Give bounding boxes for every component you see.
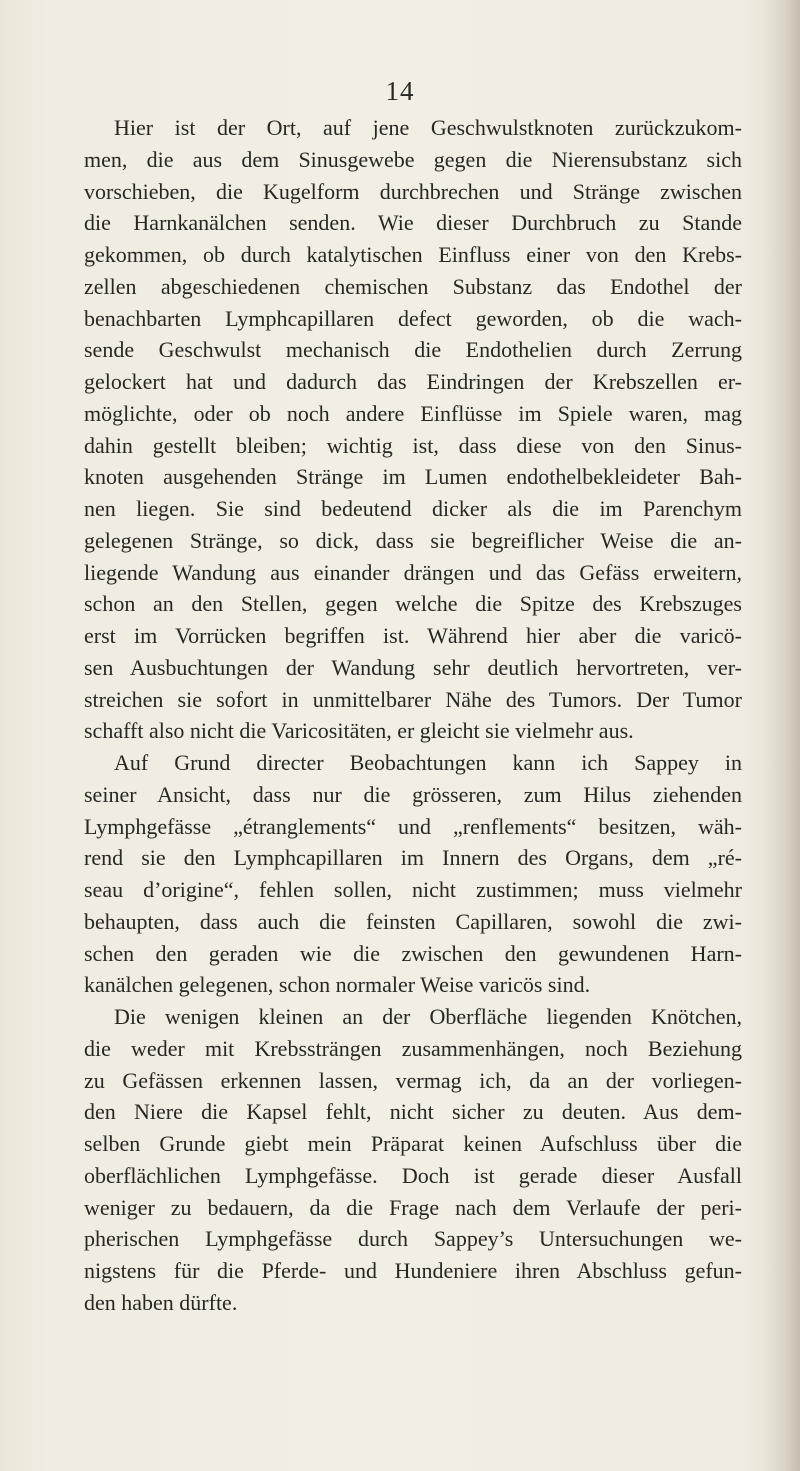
text-line: liegende Wandung aus einander drängen und das Gefäss erweitern, — [84, 559, 742, 585]
text-line: weniger zu bedauern, da die Frage nach dem Verlaufe der peri- — [84, 1194, 742, 1220]
text-line: pherischen Lymphgefässe durch Sappey’s Untersuchungen we- — [84, 1226, 742, 1252]
page-number: 14 — [385, 76, 415, 106]
text-line: die weder mit Krebssträngen zusammenhängen, noch Beziehung — [84, 1035, 742, 1061]
text-line: gelockert hat und dadurch das Eindringen der Krebszellen er- — [84, 369, 742, 394]
text-line: gelegenen Stränge, so dick, dass sie begreiflicher Weise die an- — [84, 527, 742, 553]
text-line: dahin gestellt bleiben; wichtig ist, dass diese von den Sinus- — [84, 432, 742, 458]
text-line: seiner Ansicht, dass nur die grösseren, zum Hilus ziehenden — [84, 781, 742, 807]
text-line: erst im Vorrücken begriffen ist. Während hier aber die varicö- — [84, 623, 742, 648]
text-line: nigstens für die Pferde- und Hundeniere ihren Abschluss gefun- — [84, 1258, 742, 1283]
text-line: die Harnkanälchen senden. Wie dieser Durchbruch zu Stande — [84, 210, 742, 236]
text-line: gekommen, ob durch katalytischen Einfluss einer von den Krebs- — [84, 242, 742, 267]
text-line: kanälchen gelegenen, schon normaler Weise varicös sind. — [84, 972, 591, 998]
text-line: sen Ausbuchtungen der Wandung sehr deutlich hervortreten, ver- — [84, 654, 742, 680]
text-line: zellen abgeschiedenen chemischen Substanz das Endothel der — [84, 273, 742, 299]
text-line: schafft also nicht die Varicositäten, er gleicht sie vielmehr aus. — [84, 718, 634, 744]
text-line: Die wenigen kleinen an der Oberfläche liegenden Knötchen, — [114, 1004, 742, 1029]
text-line: schen den geraden wie die zwischen den gewundenen Harn- — [84, 940, 742, 966]
page-edge-shadow — [762, 0, 800, 1471]
text-line: Lymphgefässe „étranglements“ und „renflements“ besitzen, wäh- — [84, 813, 742, 839]
text-line: knoten ausgehenden Stränge im Lumen endothelbekleideter Bah- — [84, 464, 742, 490]
text-line: men, die aus dem Sinusgewebe gegen die Nierensubstanz sich — [84, 146, 742, 172]
text-line: Hier ist der Ort, auf jene Geschwulstknoten zurückzukom- — [114, 115, 742, 140]
text-line: möglichte, oder ob noch andere Einflüsse im Spiele waren, mag — [84, 400, 742, 426]
text-line: vorschieben, die Kugelform durchbrechen und Stränge zwischen — [84, 178, 742, 204]
text-line: den Niere die Kapsel fehlt, nicht sicher zu deuten. Aus dem- — [84, 1099, 742, 1125]
text-line: seau d’origine“, fehlen sollen, nicht zustimmen; muss vielmehr — [84, 877, 742, 902]
text-line: sende Geschwulst mechanisch die Endothelien durch Zerrung — [84, 337, 742, 363]
text-line: zu Gefässen erkennen lassen, vermag ich, da an der vorliegen- — [84, 1067, 742, 1093]
text-line: nen liegen. Sie sind bedeutend dicker als die im Parenchym — [84, 496, 742, 521]
text-line: behaupten, dass auch die feinsten Capillaren, sowohl die zwi- — [84, 908, 742, 934]
text-line: den haben dürfte. — [84, 1289, 238, 1315]
body-text — [84, 112, 742, 1319]
text-line: rend sie den Lymphcapillaren im Innern des Organs, dem „ré- — [84, 845, 742, 871]
text-line: Auf Grund directer Beobachtungen kann ich Sappey in — [114, 750, 742, 775]
text-line: oberflächlichen Lymphgefässe. Doch ist gerade dieser Ausfall — [84, 1162, 742, 1188]
text-line: streichen sie sofort in unmittelbarer Nähe des Tumors. Der Tumor — [84, 686, 742, 712]
text-line: benachbarten Lymphcapillaren defect geworden, ob die wach- — [84, 305, 742, 331]
text-line: selben Grunde giebt mein Präparat keinen Aufschluss über die — [84, 1131, 742, 1156]
text-line: schon an den Stellen, gegen welche die Spitze des Krebszuges — [84, 591, 742, 617]
